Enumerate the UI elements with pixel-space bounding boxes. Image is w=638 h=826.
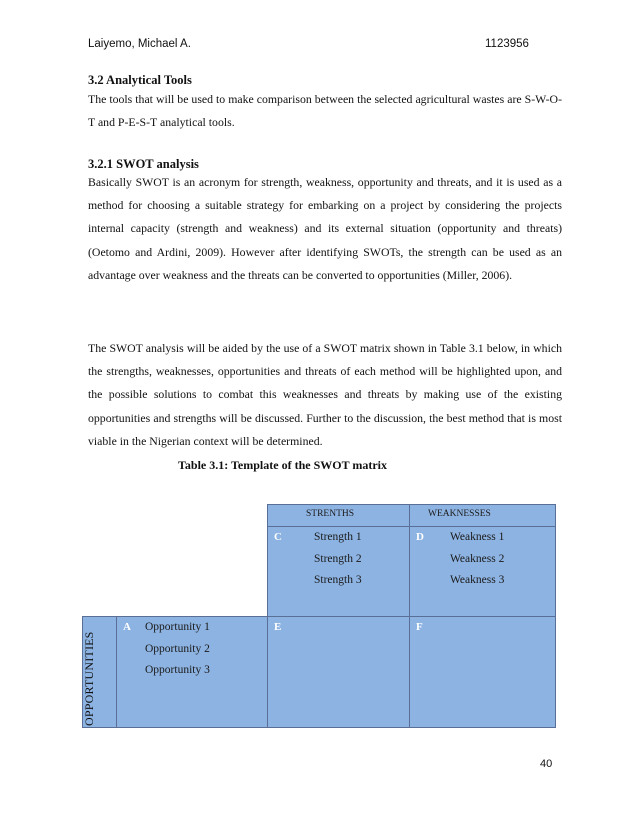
weaknesses-header-cell bbox=[409, 504, 556, 528]
opportunity-item-1: Opportunity 1 bbox=[145, 621, 210, 633]
weakness-item-3: Weakness 3 bbox=[450, 574, 505, 586]
weakness-item-1: Weakness 1 bbox=[450, 531, 505, 543]
page-number: 40 bbox=[540, 758, 553, 770]
header-author: Laiyemo, Michael A. bbox=[88, 38, 191, 50]
cell-a-label: A bbox=[123, 621, 131, 633]
opportunity-item-2: Opportunity 2 bbox=[145, 643, 210, 655]
section-3-2-title: 3.2 Analytical Tools bbox=[88, 73, 192, 87]
section-3-2-1-title: 3.2.1 SWOT analysis bbox=[88, 157, 199, 171]
cell-c bbox=[267, 526, 411, 618]
cell-d-label: D bbox=[416, 531, 424, 543]
strengths-header: STRENTHS bbox=[306, 509, 355, 519]
table-caption: Table 3.1: Template of the SWOT matrix bbox=[178, 458, 388, 472]
opportunity-item-3: Opportunity 3 bbox=[145, 664, 210, 676]
cell-f-label: F bbox=[416, 621, 423, 633]
swot-paragraph-2: The SWOT analysis will be aided by the use of a SWOT matrix shown in Table 3.1 below, in which the strengths, weaknesses, opportunities and threats of each method will be highlighted upon, and the possible solutions to combat this weaknesses and threats by making use of the existing opportunities and strengths will be discussed. Further to the discussion, the best method that is most viable in the Nigerian context will be determined. bbox=[88, 341, 562, 448]
cell-d bbox=[409, 526, 556, 618]
cell-a bbox=[116, 616, 269, 728]
header-id: 1123956 bbox=[485, 38, 529, 50]
strength-item-1: Strength 1 bbox=[314, 531, 362, 543]
cell-c-label: C bbox=[274, 531, 282, 543]
strengths-header-cell bbox=[267, 504, 411, 528]
weaknesses-header: WEAKNESSES bbox=[428, 509, 491, 519]
cell-f bbox=[409, 616, 556, 728]
opportunities-vertical-label: OPPORTUNITIES bbox=[82, 631, 96, 726]
cell-e bbox=[267, 616, 411, 728]
swot-paragraph-1: Basically SWOT is an acronym for strength, weakness, opportunity and threats, and it is used as a method for choosing a suitable strategy for embarking on a project by considering the projects internal capacity (strength and weakness) and its external situation (opportunity and threats) (Oetomo and Ardini, 2009). However after identifying SWOTs, the strength can be used as an advantage over weakness and the threats can be converted to opportunities (Miller, 2006). bbox=[88, 175, 562, 282]
strength-item-2: Strength 2 bbox=[314, 553, 362, 565]
strength-item-3: Strength 3 bbox=[314, 574, 362, 586]
cell-e-label: E bbox=[274, 621, 282, 633]
section-3-2-text: The tools that will be used to make comparison between the selected agricultural wastes are S-W-O-T and P-E-S-T analytical tools. bbox=[88, 92, 562, 130]
weakness-item-2: Weakness 2 bbox=[450, 553, 505, 565]
